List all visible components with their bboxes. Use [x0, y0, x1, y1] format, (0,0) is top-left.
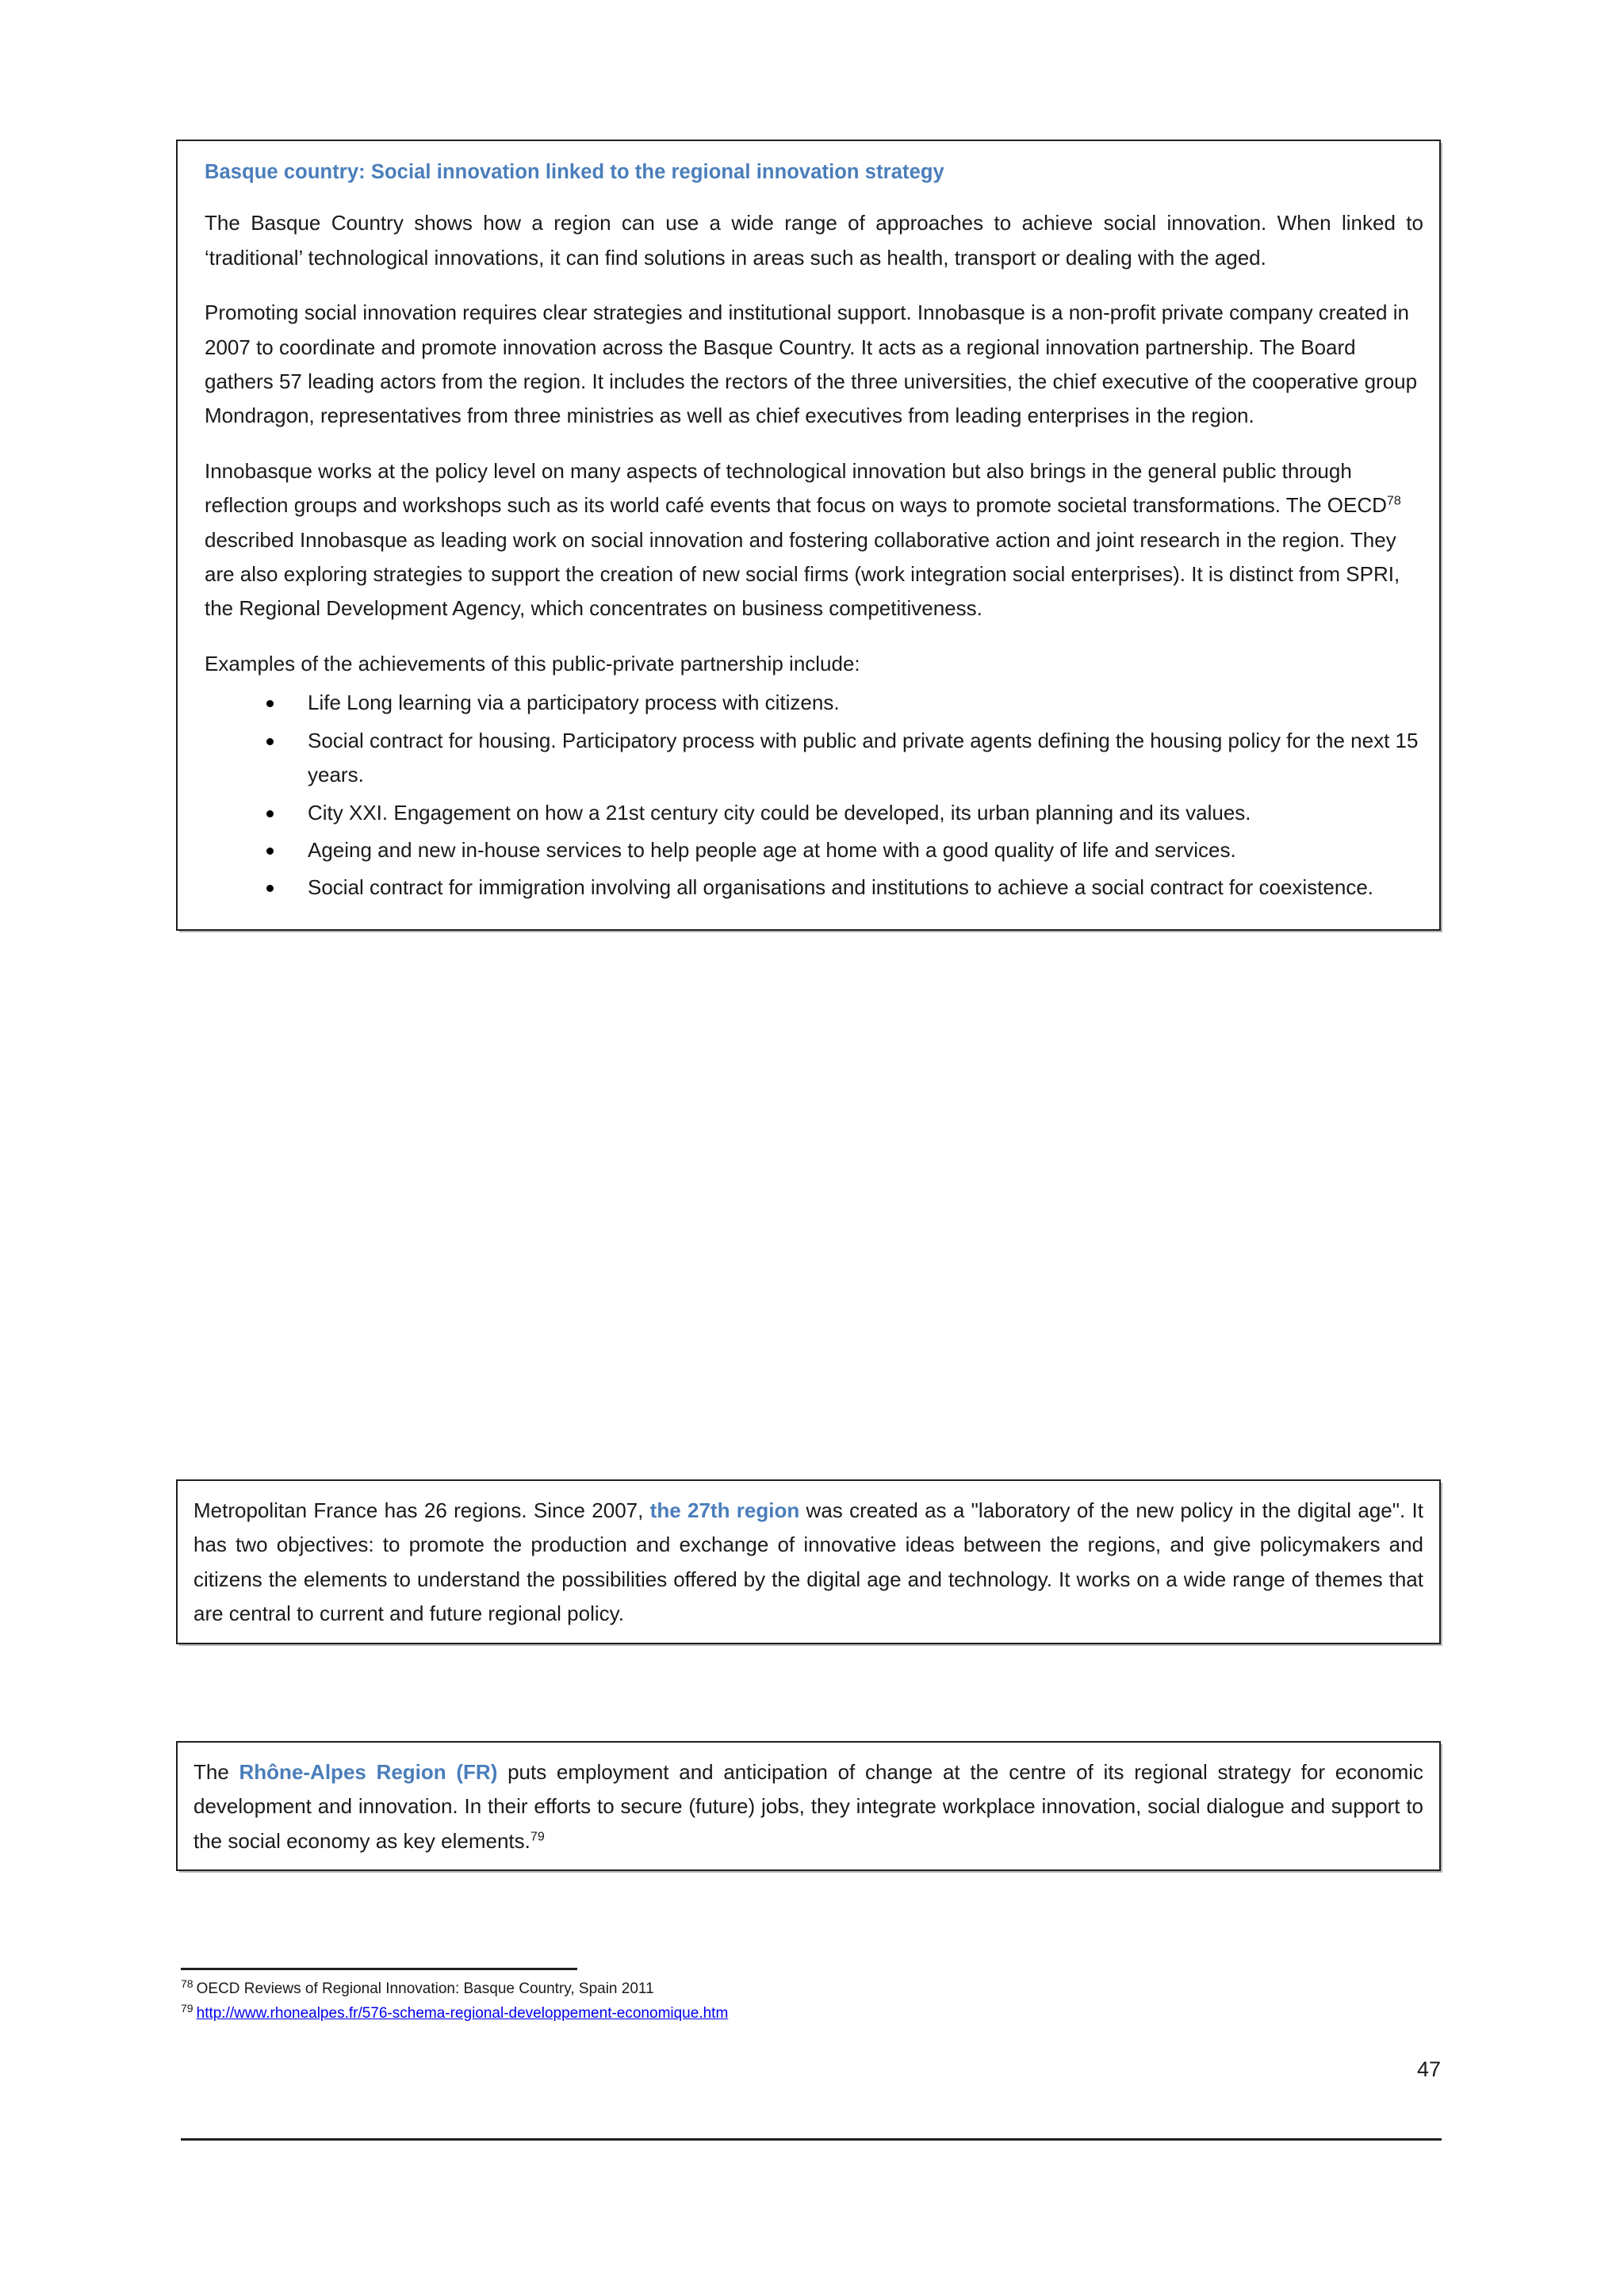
- list-item: City XXI. Engagement on how a 21st century city could be developed, its urban planning and its values.: [205, 796, 1423, 830]
- list-item: Ageing and new in-house services to help people age at home with a good quality of life and services.: [205, 833, 1423, 867]
- list-item: Social contract for immigration involving all organisations and institutions to achieve a social contract for coexistence.: [205, 871, 1423, 905]
- page-number: 47: [1416, 2057, 1441, 2081]
- footnote-ref-78[interactable]: 78: [1386, 493, 1401, 508]
- basque-paragraph-3-part1: Innobasque works at the policy level on many aspects of technological innovation but also brings in the general public through reflection groups and workshops such as its world café events that focus on ways to promote societal transformations. The OECD: [205, 458, 1387, 518]
- basque-achievements-list: [205, 686, 1423, 905]
- basque-paragraph-3: [205, 454, 1423, 626]
- basque-paragraph-1: The Basque Country shows how a region can use a wide range of approaches to achieve social innovation. When linked to ‘traditional’ technological innovations, it can find solutions in areas such as health, transport or dealing with the aged.: [205, 211, 1423, 270]
- footnote-number-79: 79: [181, 2002, 193, 2015]
- rhone-alpes-box: [176, 1741, 1441, 1871]
- footnote-number-78: 78: [181, 1976, 193, 1990]
- basque-case-heading: Basque country: Social innovation linked to the regional innovation strategy: [205, 161, 944, 183]
- basque-paragraph-2: Promoting social innovation requires clear strategies and institutional support. Innobasque is a non-profit private company created in 2007 to coordinate and promote innovation across the Basque Country. It acts as a regional innovation partnership. The Board gathers 57 leading actors from the region. It includes the rectors of the three universities, the chief executive of the cooperative group Mondragon, representatives from three ministries as well as chief executives from leading enterprises in the region.: [205, 300, 1418, 428]
- region27-text-after: was created as a "laboratory of the new policy in the digital age". It has two objectives: to promote the production and exchange of innovative ideas between the regions, and give policymakers and citizens the elements to understand the possibilities offered by the digital age and technology. It works on a wide range of themes that are central to current and future regional policy.: [193, 1498, 1423, 1626]
- rhone-text-after: puts employment and anticipation of change at the centre of its regional strategy for economic development and innovation. In their efforts to secure (future) jobs, they integrate workplace innovation, social dialogue and support to the social economy as key elements.: [193, 1760, 1423, 1853]
- region27-paragraph: [193, 1494, 1423, 1632]
- rhone-paragraph: [193, 1755, 1423, 1858]
- footnotes-section: [181, 1977, 1450, 2027]
- rhone-highlight: Rhône-Alpes Region (FR): [239, 1760, 498, 1784]
- list-item: Social contract for housing. Participatory process with public and private agents defining the housing policy for the next 15 years.: [205, 724, 1423, 793]
- region27-text-before: Metropolitan France has 26 regions. Since 2007,: [193, 1498, 650, 1522]
- rhone-text-before: The: [193, 1760, 239, 1784]
- region27-highlight: the 27th region: [649, 1498, 800, 1522]
- footnote-separator: [181, 1968, 577, 1970]
- basque-case-box: [176, 140, 1441, 931]
- footnote-78-text: OECD Reviews of Regional Innovation: Basque Country, Spain 2011: [196, 1980, 654, 1997]
- footnote-79: [181, 2002, 1450, 2025]
- footnote-79-link[interactable]: http://www.rhonealpes.fr/576-schema-regional-developpement-economique.htm: [196, 2005, 729, 2022]
- list-item: Life Long learning via a participatory process with citizens.: [205, 686, 1423, 720]
- footer-rule: [181, 2138, 1442, 2141]
- basque-paragraph-3-part2: described Innobasque as leading work on social innovation and fostering collaborative action and joint research in the region. They are also exploring strategies to support the creation of new social firms (work integration social enterprises). It is distinct from SPRI, the Regional Development Agency, which concentrates on business competitiveness.: [205, 527, 1400, 621]
- footnote-78: [181, 1977, 1450, 2000]
- region27-box: [176, 1479, 1441, 1644]
- footnote-ref-79[interactable]: 79: [530, 1829, 545, 1844]
- basque-list-intro: Examples of the achievements of this public-private partnership include:: [205, 651, 860, 675]
